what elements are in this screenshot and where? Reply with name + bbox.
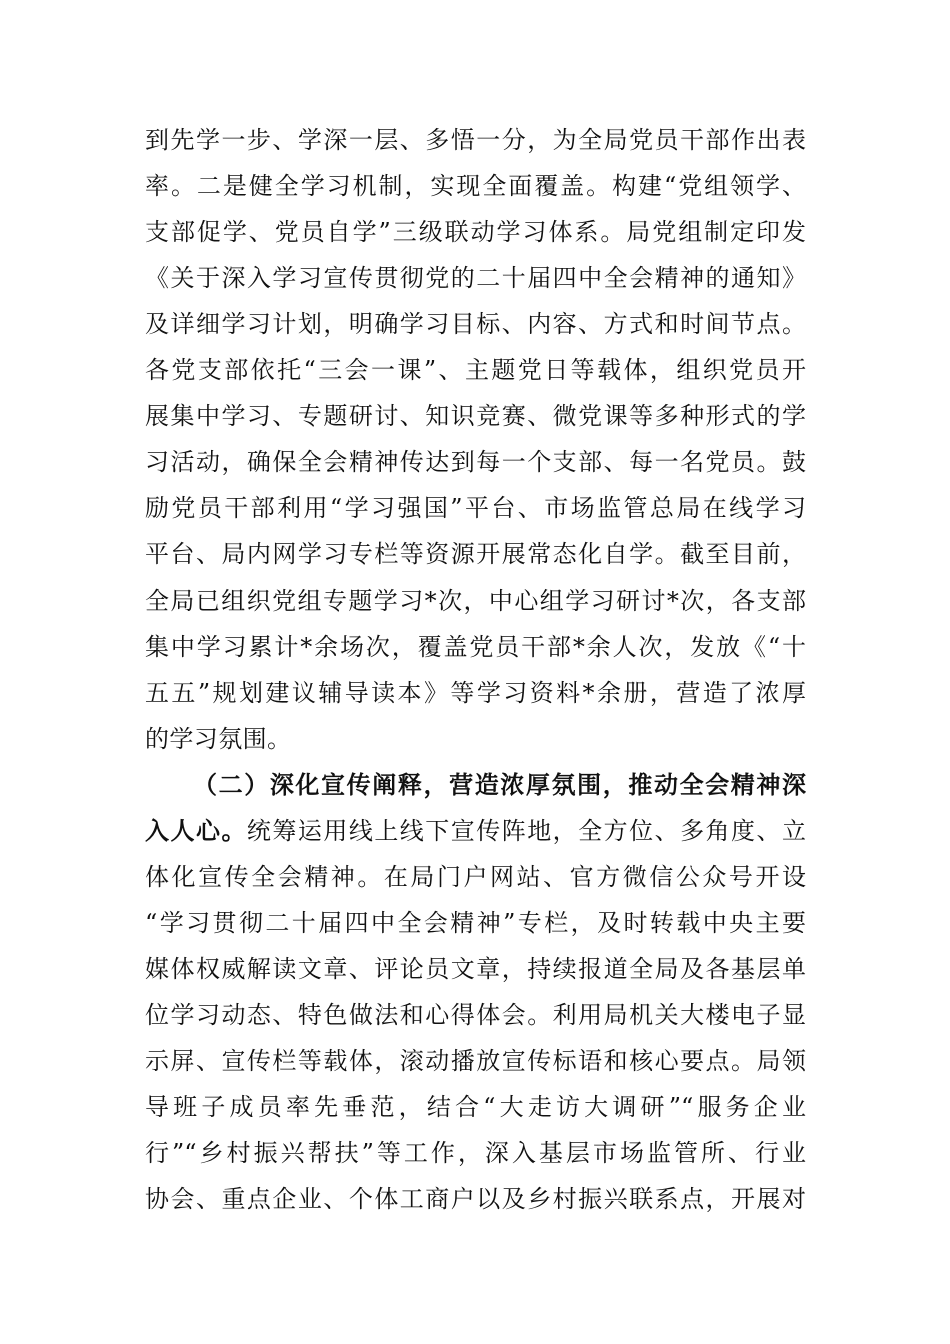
paragraph-line: 位学习动态、特色做法和心得体会。利用局机关大楼电子显	[145, 1000, 806, 1029]
paragraph-line: 到先学一步、学深一层、多悟一分，为全局党员干部作出表	[145, 126, 806, 154]
paragraph-line: 习活动，确保全会精神传达到每一个支部、每一名党员。鼓	[145, 448, 806, 477]
paragraph-line: 媒体权威解读文章、评论员文章，持续报道全局及各基层单	[145, 954, 806, 983]
paragraph-line: 五五”规划建议辅导读本》等学习资料*余册，营造了浓厚	[145, 678, 806, 707]
paragraph-line: 示屏、宣传栏等载体，滚动播放宣传标语和核心要点。局领	[145, 1047, 806, 1075]
paragraph-line: 集中学习累计*余场次，覆盖党员干部*余人次，发放《“十	[145, 632, 806, 661]
section-heading-end: 入人心。	[145, 815, 247, 845]
paragraph-line: 体化宣传全会精神。在局门户网站、官方微信公众号开设	[145, 862, 806, 891]
paragraph-line: 导班子成员率先垂范，结合“大走访大调研”“服务企业	[145, 1093, 806, 1122]
paragraph-line: 励党员干部利用“学习强国”平台、市场监管总局在线学习	[145, 494, 806, 523]
section-heading: （二）深化宣传阐释，营造浓厚氛围，推动全会精神深	[193, 769, 806, 799]
paragraph-line	[145, 816, 806, 846]
paragraph-line: 全局已组织党组专题学习*次，中心组学习研讨*次，各支部	[145, 586, 806, 615]
paragraph-line: 各党支部依托“三会一课”、主题党日等载体，组织党员开	[145, 356, 806, 385]
paragraph-line: 的学习氛围。	[145, 724, 292, 753]
paragraph-line: 及详细学习计划，明确学习目标、内容、方式和时间节点。	[145, 310, 806, 339]
paragraph-line: 行”“乡村振兴帮扶”等工作，深入基层市场监管所、行业	[145, 1139, 806, 1168]
paragraph-line: 协会、重点企业、个体工商户以及乡村振兴联系点，开展对	[145, 1185, 806, 1214]
paragraph-line: “学习贯彻二十届四中全会精神”专栏，及时转载中央主要	[145, 908, 806, 937]
section-heading-line	[193, 770, 806, 800]
paragraph-line: 支部促学、党员自学”三级联动学习体系。局党组制定印发	[145, 218, 806, 247]
paragraph-line: 平台、局内网学习专栏等资源开展常态化自学。截至目前，	[145, 540, 806, 569]
paragraph-line: 率。二是健全学习机制，实现全面覆盖。构建“党组领学、	[145, 172, 806, 201]
paragraph-line: 展集中学习、专题研讨、知识竞赛、微党课等多种形式的学	[145, 402, 806, 431]
paragraph-text: 统筹运用线上线下宣传阵地，全方位、多角度、立	[246, 816, 807, 845]
paragraph-line: 《关于深入学习宣传贯彻党的二十届四中全会精神的通知》	[145, 264, 806, 293]
